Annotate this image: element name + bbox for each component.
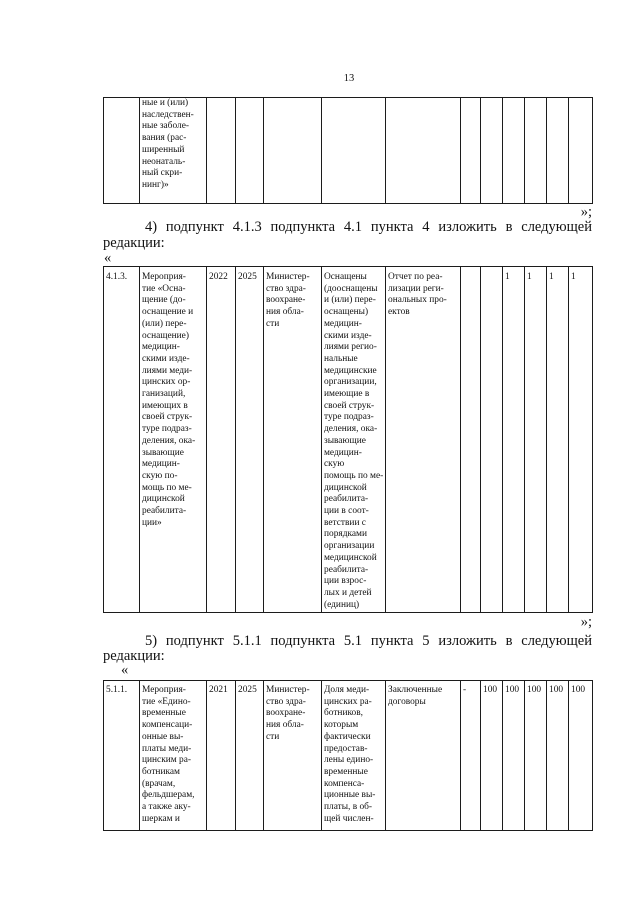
- cell-indicator: Доля меди- цинских ра- ботников, которым фактически предостав- лены едино- временные компенса- ционные вы- платы, в об- щей числен-: [322, 681, 386, 831]
- cell-value: 1: [547, 267, 569, 613]
- cell-value: 100: [569, 681, 593, 831]
- table-row: [104, 98, 593, 204]
- item-5-text-line: 5) подпункт 5.1.1 подпункта 5.1 пункта 5 изложить в следующей: [145, 633, 592, 649]
- item-4-text-line: 4) подпункт 4.1.3 подпункта 4.1 пункта 4 изложить в следующей: [145, 219, 592, 235]
- closing-quote: »;: [580, 614, 592, 630]
- cell-value: 100: [547, 681, 569, 831]
- cell-responsible: Министер- ство здра- воохране- ния обла- сти: [264, 267, 322, 613]
- cell-value: [461, 267, 481, 613]
- cell-source: Отчет по реа- лизации реги- ональных про- ектов: [386, 267, 461, 613]
- cell-year-start: 2021: [207, 681, 236, 831]
- cell-name: Мероприя- тие «Осна- щение (до- оснащение и (или) пере- оснащение) медицин- скими изде- лиями меди- цинских ор- ганизаций, имеющих в своей струк- туре подраз- деления, ока- зывающие медицин- скую по- мощь по ме- дицинской реабилита- ции»: [140, 267, 207, 613]
- cell-value: [481, 267, 503, 613]
- cell-number: [104, 98, 140, 204]
- cell-indicator: Оснащены (дооснащены и (или) пере- оснащены) медицин- скими изде- лиями регио- нальные медицинские организации, имеющие в своей струк- туре подраз- деления, ока- зывающие медицин- скую помощь по ме- дицинской реабилита- ции в соот- ветствии с порядками организации медицинской реабилита- ции взрос- лых и детей (единиц): [322, 267, 386, 613]
- cell-responsible: [264, 98, 322, 204]
- cell-year-end: 2025: [236, 681, 264, 831]
- closing-quote: »;: [580, 204, 592, 220]
- cell-source: Заключенные договоры: [386, 681, 461, 831]
- cell-value: -: [461, 681, 481, 831]
- cell-value: [461, 98, 481, 204]
- opening-quote: «: [121, 662, 129, 678]
- item-4-text-line: редакции:: [103, 235, 165, 251]
- cell-year-start: [207, 98, 236, 204]
- cell-responsible: Министер- ство здра- воохране- ния обла- сти: [264, 681, 322, 831]
- cell-value: 1: [503, 267, 525, 613]
- cell-number: 5.1.1.: [104, 681, 140, 831]
- cell-year-start: 2022: [207, 267, 236, 613]
- cell-source: [386, 98, 461, 204]
- cell-value: [569, 98, 593, 204]
- cell-value: [525, 98, 547, 204]
- cell-value: [503, 98, 525, 204]
- item-5-text-line: редакции:: [103, 648, 165, 664]
- cell-value: 100: [525, 681, 547, 831]
- cell-value: 100: [481, 681, 503, 831]
- table-row: [104, 681, 593, 831]
- cell-year-end: [236, 98, 264, 204]
- cell-indicator: [322, 98, 386, 204]
- cell-value: 100: [503, 681, 525, 831]
- table-row: [104, 267, 593, 613]
- opening-quote: «: [104, 250, 112, 266]
- cell-name: ные и (или) наследствен- ные заболе- вания (рас- ширенный неонаталь- ный скри- нинг)»: [140, 98, 207, 204]
- cell-year-end: 2025: [236, 267, 264, 613]
- cell-value: 1: [569, 267, 593, 613]
- page-number: 13: [343, 73, 355, 84]
- cell-number: 4.1.3.: [104, 267, 140, 613]
- continuation-table: [103, 97, 593, 204]
- table-item-4-1-3: [103, 266, 593, 613]
- cell-name: Мероприя- тие «Едино- временные компенсаци- онные вы- платы меди- цинским ра- ботникам (врачам, фельдшерам, а также аку- шеркам и: [140, 681, 207, 831]
- cell-value: [481, 98, 503, 204]
- cell-value: 1: [525, 267, 547, 613]
- table-item-5-1-1: [103, 680, 593, 831]
- cell-value: [547, 98, 569, 204]
